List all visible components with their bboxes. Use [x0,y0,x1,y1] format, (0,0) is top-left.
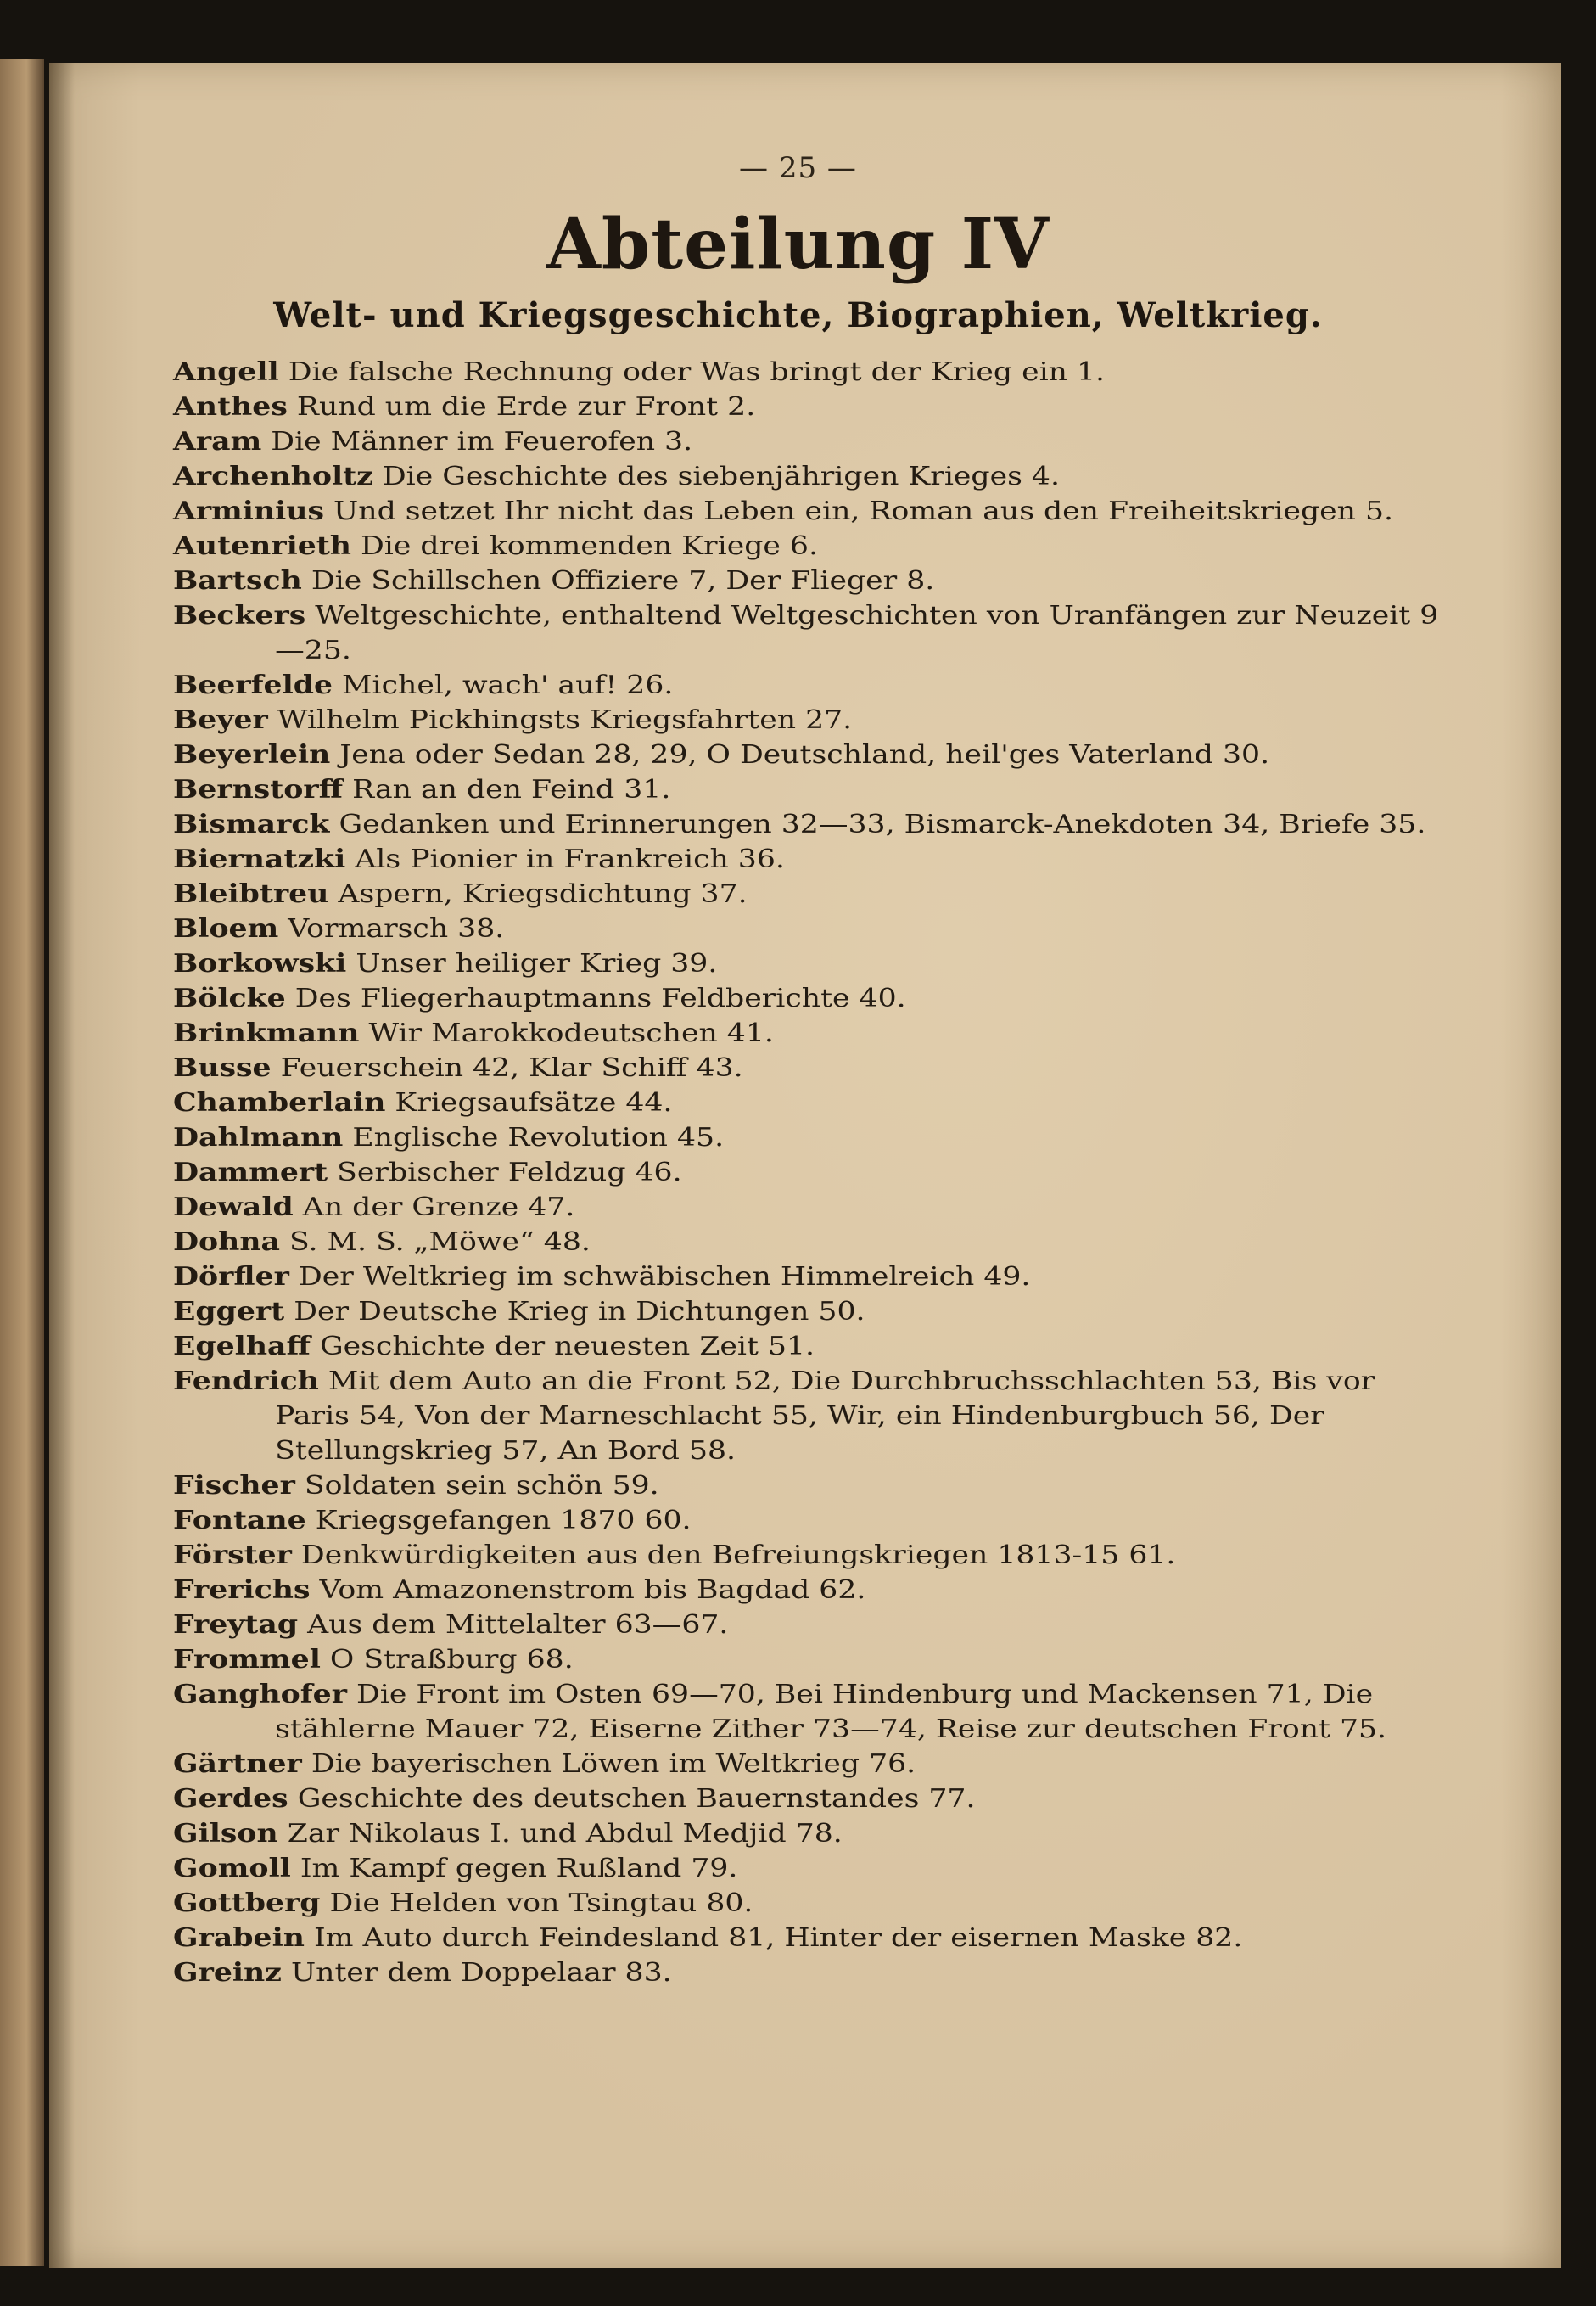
entry-author: Brinkmann [173,1018,360,1048]
entry-author: Beyerlein [173,740,331,770]
entry-author: Grabein [173,1923,305,1953]
entry-author: Aram [173,427,262,457]
list-item [173,494,1448,529]
entry-author: Förster [173,1540,292,1570]
list-item [173,1886,1448,1921]
list-item [173,877,1448,912]
list-item [173,1468,1448,1503]
entry-title: Die drei kommenden Kriege 6. [361,531,818,561]
entry-author: Dammert [173,1158,328,1187]
entry-title: Im Kampf gegen Rußland 79. [300,1854,738,1883]
entry-author: Fendrich [173,1366,319,1396]
entry-title: Unser heiliger Krieg 39. [356,949,718,979]
entry-author: Dahlmann [173,1123,344,1153]
list-item [173,1677,1448,1747]
list-item [173,1503,1448,1538]
entry-title: Aspern, Kriegsdichtung 37. [338,879,748,909]
entry-title: Feuerschein 42, Klar Schiff 43. [280,1053,743,1083]
list-item [173,564,1448,598]
entry-title: Aus dem Mittelalter 63—67. [307,1610,729,1640]
entry-title: O Straßburg 68. [329,1645,574,1675]
entry-author: Archenholtz [173,462,373,491]
list-item [173,1781,1448,1816]
list-item [173,1190,1448,1225]
entry-title: Der Deutsche Krieg in Dichtungen 50. [294,1297,865,1327]
list-item [173,1921,1448,1955]
entry-title: Serbischer Feldzug 46. [337,1158,682,1187]
entry-author: Beckers [173,601,306,631]
list-item [173,1294,1448,1329]
entry-author: Bleibtreu [173,879,329,909]
list-item [173,1538,1448,1573]
list-item [173,946,1448,981]
entry-author: Gerdes [173,1784,288,1814]
entry-author: Eggert [173,1297,285,1327]
entry-title: Wir Marokkodeutschen 41. [368,1018,774,1048]
list-item [173,1851,1448,1886]
entry-title: Im Auto durch Feindesland 81, Hinter der eisernen Maske 82. [313,1923,1243,1953]
list-item [173,459,1448,494]
entry-title: Soldaten sein schön 59. [304,1471,659,1501]
entry-author: Bloem [173,914,279,944]
entry-title: Zar Nikolaus I. und Abdul Medjid 78. [287,1819,843,1849]
list-item [173,424,1448,459]
entry-author: Dörfler [173,1262,289,1292]
entry-title: S. M. S. „Möwe“ 48. [289,1227,591,1257]
entry-author: Dohna [173,1227,281,1257]
list-item [173,598,1448,668]
entry-author: Bölcke [173,984,286,1013]
entry-title: Und setzet Ihr nicht das Leben ein, Roman aus den Freiheitskriegen 5. [333,497,1394,526]
entry-author: Anthes [173,392,288,422]
list-item [173,1329,1448,1364]
entry-list [173,355,1448,1990]
entry-author: Frerichs [173,1575,311,1605]
entry-title: Gedanken und Erinnerungen 32—33, Bismarck-Anekdoten 34, Briefe 35. [339,810,1426,839]
list-item [173,738,1448,772]
entry-title: Unter dem Doppelaar 83. [290,1958,672,1988]
entry-author: Bartsch [173,566,302,596]
list-item [173,668,1448,703]
entry-author: Chamberlain [173,1088,386,1118]
list-item [173,1086,1448,1120]
list-item [173,390,1448,424]
entry-title: Geschichte des deutschen Bauernstandes 77. [297,1784,976,1814]
entry-title: Die Männer im Feuerofen 3. [271,427,693,457]
entry-author: Borkowski [173,949,347,979]
entry-author: Ganghofer [173,1680,347,1709]
entry-author: Gärtner [173,1749,302,1779]
entry-author: Egelhaff [173,1332,311,1361]
list-item [173,1642,1448,1677]
list-item [173,1120,1448,1155]
entry-author: Bernstorff [173,775,344,805]
entry-author: Gilson [173,1819,278,1849]
list-item [173,1747,1448,1781]
list-item [173,1225,1448,1260]
entry-author: Beerfelde [173,670,333,700]
list-item [173,1364,1448,1468]
entry-title: Kriegsaufsätze 44. [395,1088,673,1118]
list-item [173,842,1448,877]
left-page-edge [0,59,44,2266]
list-item [173,529,1448,564]
list-item [173,807,1448,842]
entry-author: Freytag [173,1610,299,1640]
entry-title: Mit dem Auto an die Front 52, Die Durchbruchsschlachten 53, Bis vor Paris 54, Von der Marneschlacht 55, Wir, ein Hindenburgbuch 56, Der Stellungskrieg 57, An Bord 58. [275,1366,1375,1466]
section-heading: Abteilung IV [546,204,1050,285]
entry-title: Englische Revolution 45. [352,1123,725,1153]
entry-title: Vom Amazonenstrom bis Bagdad 62. [319,1575,866,1605]
entry-title: Ran an den Feind 31. [352,775,671,805]
entry-title: Jena oder Sedan 28, 29, O Deutschland, heil'ges Vaterland 30. [339,740,1270,770]
entry-author: Gottberg [173,1888,321,1918]
entry-author: Dewald [173,1192,294,1222]
list-item [173,1051,1448,1086]
list-item [173,912,1448,946]
entry-title: Des Fliegerhauptmanns Feldberichte 40. [294,984,906,1013]
entry-author: Greinz [173,1958,282,1988]
entry-author: Autenrieth [173,531,351,561]
list-item [173,1816,1448,1851]
entry-title: Der Weltkrieg im schwäbischen Himmelreich 49. [298,1262,1031,1292]
entry-title: Kriegsgefangen 1870 60. [315,1506,692,1535]
entry-title: Die Schillschen Offiziere 7, Der Flieger 8. [311,566,935,596]
entry-author: Fontane [173,1506,306,1535]
section-subheading: Welt- und Kriegsgeschichte, Biographien, Weltkrieg. [273,295,1323,335]
entry-title: Vormarsch 38. [288,914,505,944]
entry-title: Die bayerischen Löwen im Weltkrieg 76. [311,1749,916,1779]
entry-title: Denkwürdigkeiten aus den Befreiungskriegen 1813-15 61. [300,1540,1176,1570]
entry-author: Beyer [173,705,268,735]
list-item [173,1260,1448,1294]
entry-title: Rund um die Erde zur Front 2. [296,392,756,422]
entry-title: Geschichte der neuesten Zeit 51. [319,1332,815,1361]
entry-title: An der Grenze 47. [302,1192,575,1222]
page-number: — 25 — [739,151,857,185]
list-item [173,1573,1448,1607]
binding-shadow [49,63,75,2268]
list-item [173,772,1448,807]
list-item [173,1607,1448,1642]
entry-title: Wilhelm Pickhingsts Kriegsfahrten 27. [277,705,853,735]
entry-author: Biernatzki [173,844,346,874]
list-item [173,703,1448,738]
list-item [173,1955,1448,1990]
entry-author: Frommel [173,1645,321,1675]
entry-title: Die Front im Osten 69—70, Bei Hindenburg und Mackensen 71, Die stählerne Mauer 72, Eiserne Zither 73—74, Reise zur deutschen Front 75. [275,1680,1387,1744]
entry-author: Bismarck [173,810,330,839]
entry-title: Die falsche Rechnung oder Was bringt der Krieg ein 1. [288,357,1106,387]
entry-author: Gomoll [173,1854,291,1883]
list-item [173,1016,1448,1051]
entry-author: Arminius [173,497,325,526]
entry-title: Michel, wach' auf! 26. [342,670,674,700]
list-item [173,1155,1448,1190]
entry-author: Fischer [173,1471,295,1501]
entry-title: Als Pionier in Frankreich 36. [355,844,785,874]
entry-title: Die Geschichte des siebenjährigen Krieges 4. [382,462,1060,491]
entry-title: Weltgeschichte, enthaltend Weltgeschichten von Uranfängen zur Neuzeit 9—25. [275,601,1439,665]
entry-author: Busse [173,1053,272,1083]
list-item [173,355,1448,390]
entry-title: Die Helden von Tsingtau 80. [329,1888,753,1918]
entry-author: Angell [173,357,279,387]
list-item [173,981,1448,1016]
